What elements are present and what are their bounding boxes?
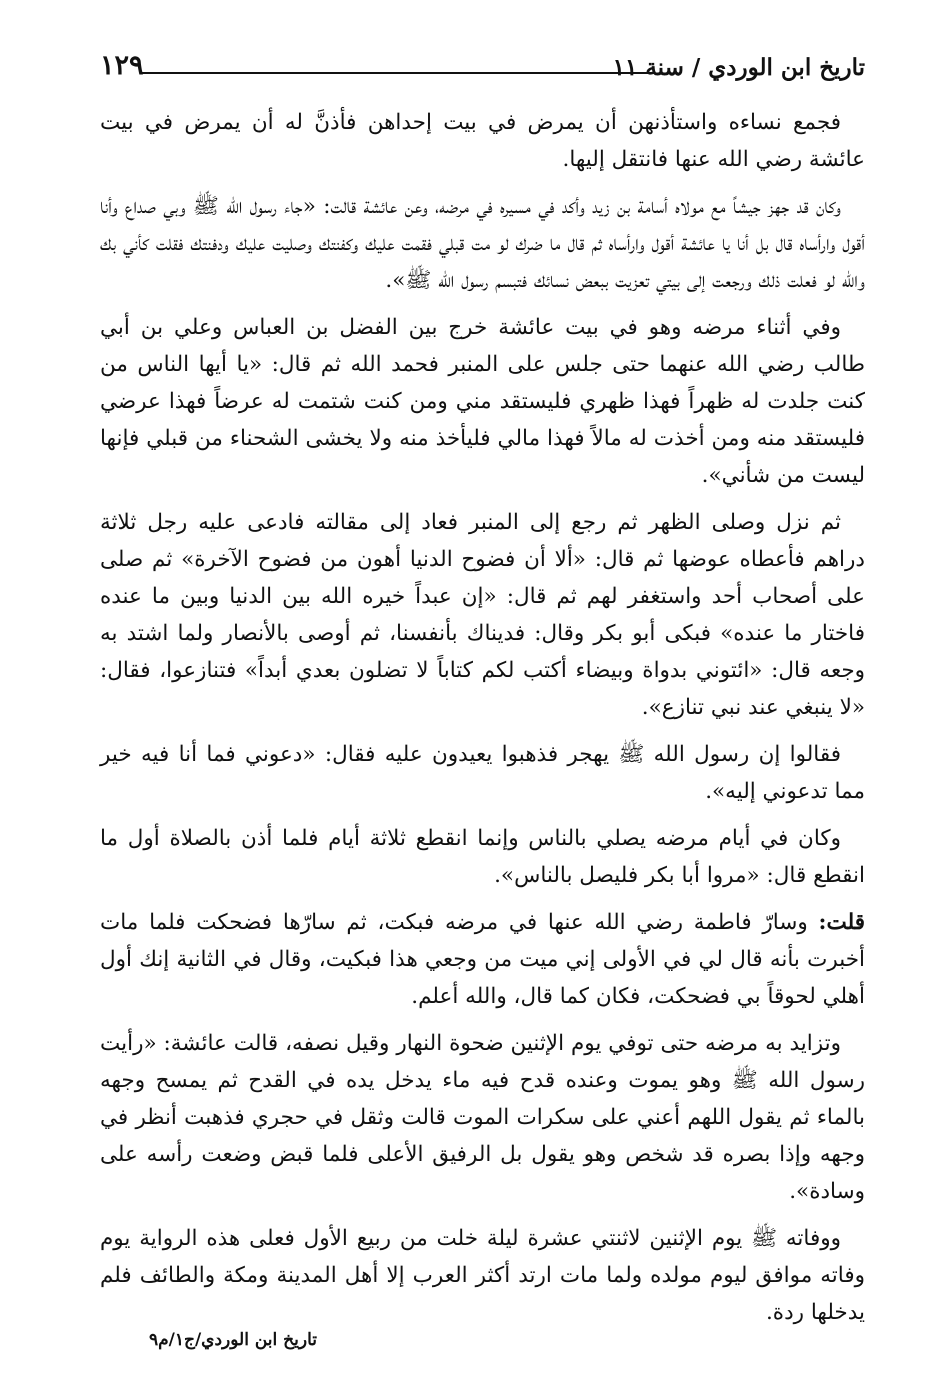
paragraph: ثم نزل وصلى الظهر ثم رجع إلى المنبر فعاد إلى مقالته فادعى عليه رجل ثلاثة دراهم فأعطاه عوضها ثم قال: «ألا أن فضوح الدنيا أهون من فضوح الآخرة» ثم صلى على أصحاب أحد واستغفر لهم ثم قال: «إن عبداً خيره الله بين الدنيا وبين ما عنده فاختار ما عنده» فبكى أبو بكر وقال: فديناك بأنفسنا، ثم أوصى بالأنصار ولما اشتد به وجعه قال: «ائتوني بدواة وبيضاء أكتب لكم كتاباً لا تضلون بعدي أبداً» فتنازعوا، فقال: «لا ينبغي عند نبي تنازع». (100, 510, 865, 720)
paragraph: فقالوا إن رسول الله ﷺ يهجر فذهبوا يعيدون عليه فقال: «دعوني فما أنا فيه خير مما تدعوني إليه». (100, 742, 865, 804)
qult-paragraph (100, 904, 865, 1015)
paragraph: وفي أثناء مرضه وهو في بيت عائشة خرج بين الفضل بن العباس وعلي بن أبي طالب رضي الله عنهما حتى جلس على المنبر فحمد الله ثم قال: «يا أيها الناس من كنت جلدت له ظهراً فهذا ظهري فليستقد مني ومن كنت شتمت له عرضاً فهذا عرضي فليستقد منه ومن أخذت له مالاً فهذا مالي فليأخذ منه ولا يخشى الشحناء من قبلي فإنها ليست من شأني». (100, 315, 865, 488)
paragraph: وكان قد جهز جيشاً مع مولاه أسامة بن زيد وأكد في مسيره في مرضه، وعن عائشة قالت: «جاء رسول الله ﷺ وبي صداع وأنا أقول وارأساه قال بل أنا يا عائشة أقول وارأساه ثم قال ما ضرك لو مت قبلي فقمت عليك وكفنتك وصليت عليك ودفنتك فقلت كأني بك والله لو فعلت ذلك ورجعت إلى بيتي تعزيت ببعض نسائك فتبسم رسول الله ﷺ». (100, 194, 865, 293)
header-rule (142, 72, 655, 74)
paragraph: فجمع نساءه واستأذنهن أن يمرض في بيت إحداهن فأذنَّ له أن يمرض في بيت عائشة رضي الله عنها فانتقل إليها. (100, 110, 865, 172)
running-title: تاريخ ابن الوردي / سنة ١١ (612, 54, 865, 81)
qult-label: قلت: (818, 910, 865, 935)
page-number: ١٢٩ (100, 50, 144, 81)
main-text (100, 104, 865, 1341)
running-header (100, 50, 865, 90)
paragraph: وكان في أيام مرضه يصلي بالناس وإنما انقطع ثلاثة أيام فلما أذن بالصلاة أول ما انقطع قال: «مروا أبا بكر فليصل بالناس». (100, 826, 865, 888)
printer-signature: تاريخ ابن الوردي/ج١/م٩ (148, 1330, 317, 1350)
paragraph: ووفاته ﷺ يوم الإثنين لاثنتي عشرة ليلة خلت من ربيع الأول فعلى هذه الرواية يوم وفاته موافق ليوم مولده ولما مات ارتد أكثر العرب إلا أهل المدينة ومكة والطائف فلم يدخلها ردة. (100, 1226, 865, 1325)
qult-text: وسارّ فاطمة رضي الله عنها في مرضه فبكت، ثم سارّها فضحكت فلما مات أخبرت بأنه قال لي في الأولى إني ميت من وجعي هذا فبكيت، وقال في الثانية إنك أول أهلي لحوقاً بي فضحكت، فكان كما قال، والله أعلم. (100, 910, 865, 1009)
paragraph: وتزايد به مرضه حتى توفي يوم الإثنين ضحوة النهار وقيل نصفه، قالت عائشة: «رأيت رسول الله ﷺ وهو يموت وعنده قدح فيه ماء يدخل يده في القدح ثم يمسح وجهه بالماء ثم يقول اللهم أعني على سكرات الموت قالت وثقل في حجري فذهبت أنظر في وجهه وإذا بصره قد شخص وهو يقول بل الرفيق الأعلى فلما قبض وضعت رأسه على وسادة». (100, 1031, 865, 1204)
